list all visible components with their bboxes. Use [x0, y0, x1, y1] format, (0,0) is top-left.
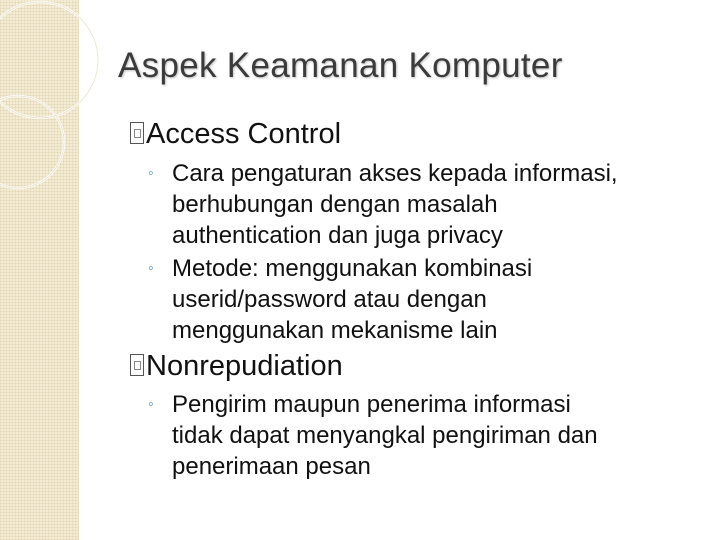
list-item-line: Pengirim maupun penerima informasi — [172, 391, 571, 418]
sub-bullet-icon: ◦ — [148, 260, 154, 277]
list-item-line: userid/password atau dengan — [172, 286, 487, 313]
sub-bullet-icon: ◦ — [148, 165, 154, 182]
slide-title: Aspek Keamanan Komputer — [118, 46, 563, 85]
list-item-line: berhubungan dengan masalah — [172, 191, 498, 218]
list-item-line: Metode: menggunakan kombinasi — [172, 255, 533, 282]
list-item-line: tidak dapat menyangkal pengiriman dan — [172, 422, 598, 449]
section-heading-access-control — [130, 118, 341, 151]
list-item — [148, 389, 708, 482]
missing-glyph-bullet-icon — [130, 354, 144, 376]
list-item-line: authentication dan juga privacy — [172, 222, 503, 249]
list-item-line: menggunakan mekanisme lain — [172, 317, 498, 344]
list-item — [148, 158, 708, 251]
missing-glyph-bullet-icon — [130, 122, 144, 144]
section-heading-text: Access Control — [146, 118, 342, 150]
section-heading-text: Nonrepudiation — [146, 350, 343, 382]
decorative-circles — [0, 0, 120, 260]
section-heading-nonrepudiation — [130, 350, 343, 383]
list-item-line: Cara pengaturan akses kepada informasi, — [172, 160, 618, 187]
list-item-line: penerimaan pesan — [172, 453, 371, 480]
list-item — [148, 253, 708, 346]
sub-bullet-icon: ◦ — [148, 396, 154, 413]
